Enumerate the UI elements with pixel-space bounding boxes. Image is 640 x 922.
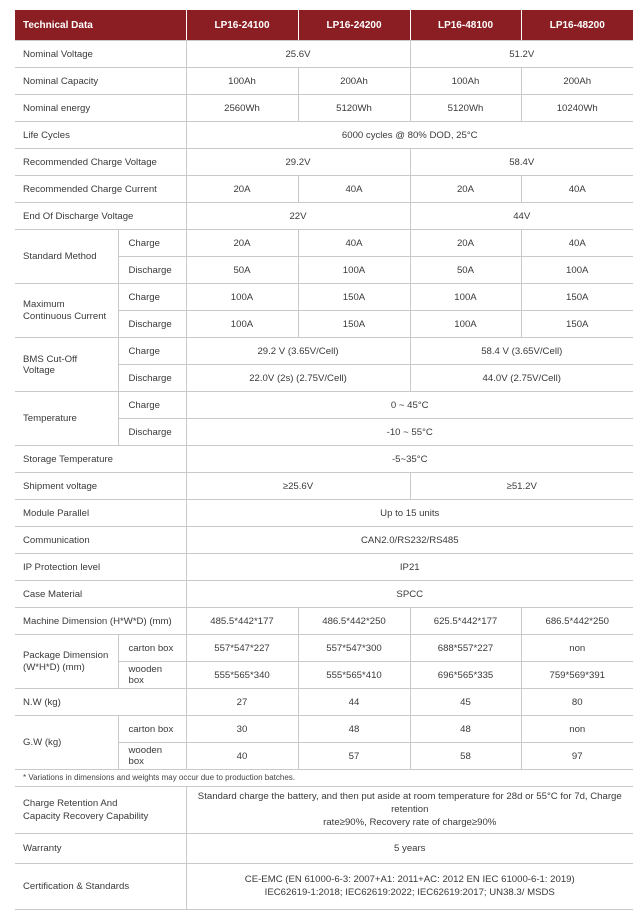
table-row [15,554,633,581]
table-row [15,122,633,149]
cell-value: 486.5*442*250 [298,608,410,635]
cell-value [186,863,633,909]
cell-value: 6000 cycles @ 80% DOD, 25°C [186,122,633,149]
row-label: Recommended Charge Current [15,176,186,203]
cell-value: 100Ah [410,68,521,95]
text-line: CE-EMC (EN 61000-6-3: 2007+A1: 2011+AC: 2012 EN IEC 61000-6-1: 2019) [244,874,575,885]
cell-value: 625.5*442*177 [410,608,521,635]
cell-value: 5120Wh [298,95,410,122]
table-row [15,635,633,662]
cell-value: ≥25.6V [186,473,410,500]
cell-value: 97 [521,743,633,770]
text-line: Standard charge the battery, and then put aside at room temperature for 28d or 55°C for 7d, Charge retention [197,791,622,816]
row-label-line: Charge Retention And [23,797,118,809]
table-row [15,338,633,365]
cell-value: 557*547*227 [186,635,298,662]
cell-value: 759*569*391 [521,662,633,689]
model-header: LP16-24200 [298,10,410,41]
cell-value: -5~35°C [186,446,633,473]
cell-value: 44 [298,689,410,716]
row-label: Module Parallel [15,500,186,527]
sub-label: carton box [118,635,186,662]
sub-label: Charge [118,230,186,257]
row-label: Machine Dimension (H*W*D) (mm) [15,608,186,635]
sub-label: Charge [118,392,186,419]
cell-value: 48 [298,716,410,743]
table-row [15,581,633,608]
table-row [15,41,633,68]
row-label: Temperature [15,392,118,446]
row-label: Life Cycles [15,122,186,149]
cell-value: 100Ah [186,68,298,95]
cell-value: 100A [410,284,521,311]
cell-value: 40A [521,176,633,203]
cell-value: 29.2 V (3.65V/Cell) [186,338,410,365]
sub-label: wooden box [118,662,186,689]
cell-value: 485.5*442*177 [186,608,298,635]
cell-value: CAN2.0/RS232/RS485 [186,527,633,554]
cell-value: 557*547*300 [298,635,410,662]
cell-value: 696*565*335 [410,662,521,689]
cell-value: SPCC [186,581,633,608]
cell-value: 555*565*410 [298,662,410,689]
row-label: Shipment voltage [15,473,186,500]
cell-value: 57 [298,743,410,770]
table-row [15,230,633,257]
table-row [15,833,633,863]
row-label: Communication [15,527,186,554]
cell-value: ≥51.2V [410,473,633,500]
text-line: IEC62619-1:2018; IEC62619:2022; IEC62619:2017; UN38.3/ MSDS [264,887,555,898]
table-row [15,527,633,554]
cell-value: non [521,635,633,662]
cell-value: 40 [186,743,298,770]
cell-value: 20A [186,176,298,203]
table-row [15,608,633,635]
cell-value: 44.0V (2.75V/Cell) [410,365,633,392]
cell-value: 40A [298,230,410,257]
row-label: Maximum Continuous Current [15,284,118,338]
cell-value: 40A [521,230,633,257]
header-title: Technical Data [15,10,186,41]
cell-value: 5120Wh [410,95,521,122]
row-label: Warranty [15,833,186,863]
sub-label: Discharge [118,419,186,446]
sub-label: Charge [118,338,186,365]
row-label-line: Capacity Recovery Capability [23,810,149,822]
table-row [15,284,633,311]
cell-value: Up to 15 units [186,500,633,527]
table-row [15,95,633,122]
row-label: BMS Cut-Off Voltage [15,338,118,392]
cell-value: 20A [410,176,521,203]
cell-value: 100A [521,257,633,284]
cell-value: non [521,716,633,743]
cell-value: IP21 [186,554,633,581]
table-row [15,149,633,176]
model-header: LP16-48200 [521,10,633,41]
cell-value: 100A [410,311,521,338]
cell-value: -10 ~ 55°C [186,419,633,446]
sub-label: wooden box [118,743,186,770]
cell-value: 20A [186,230,298,257]
cell-value: 150A [521,284,633,311]
cell-value [186,787,633,833]
row-label: Package Dimension (W*H*D) (mm) [15,635,118,689]
row-label: Nominal Voltage [15,41,186,68]
table-row [15,500,633,527]
table-header [15,10,633,41]
cell-value: 688*557*227 [410,635,521,662]
additional-info-table [15,787,633,910]
row-label: Nominal Capacity [15,68,186,95]
cell-value: 80 [521,689,633,716]
sub-label: Discharge [118,365,186,392]
cell-value: 686.5*442*250 [521,608,633,635]
cell-value: 25.6V [186,41,410,68]
row-label: Recommended Charge Voltage [15,149,186,176]
cell-value: 58.4V [410,149,633,176]
row-label: N.W (kg) [15,689,186,716]
cell-value: 0 ~ 45°C [186,392,633,419]
row-label: Case Material [15,581,186,608]
cell-value: 150A [298,284,410,311]
cell-value: 100A [186,284,298,311]
row-label: Standard Method [15,230,118,284]
cell-value: 2560Wh [186,95,298,122]
cell-value: 10240Wh [521,95,633,122]
cell-value: 44V [410,203,633,230]
row-label: Nominal energy [15,95,186,122]
cell-value: 150A [521,311,633,338]
text-line: rate≥90%, Recovery rate of charge≥90% [323,817,497,829]
cell-value: 58 [410,743,521,770]
cell-value: 555*565*340 [186,662,298,689]
row-label: Storage Temperature [15,446,186,473]
row-label: Certification & Standards [15,863,186,909]
row-label: End Of Discharge Voltage [15,203,186,230]
sub-label: carton box [118,716,186,743]
cell-value: 30 [186,716,298,743]
cell-value: 40A [298,176,410,203]
row-label: IP Protection level [15,554,186,581]
row-label [15,787,186,833]
cell-value: 27 [186,689,298,716]
table-row [15,446,633,473]
table-row [15,392,633,419]
cell-value: 200Ah [521,68,633,95]
spec-sheet [15,10,633,910]
cell-value: 58.4 V (3.65V/Cell) [410,338,633,365]
table-row [15,176,633,203]
sub-label: Discharge [118,257,186,284]
cell-value: 50A [186,257,298,284]
cell-value: 22.0V (2s) (2.75V/Cell) [186,365,410,392]
technical-data-table [15,10,633,770]
table-row [15,863,633,909]
table-row [15,203,633,230]
row-label: G.W (kg) [15,716,118,770]
table-row [15,787,633,833]
cell-value: 29.2V [186,149,410,176]
sub-label: Charge [118,284,186,311]
footnote: * Variations in dimensions and weights may occur due to production batches. [15,770,633,787]
cell-value: 100A [298,257,410,284]
cell-value: 20A [410,230,521,257]
cell-value: 50A [410,257,521,284]
cell-value: 200Ah [298,68,410,95]
cell-value: 5 years [186,833,633,863]
table-row [15,689,633,716]
table-row [15,473,633,500]
cell-value: 51.2V [410,41,633,68]
sub-label: Discharge [118,311,186,338]
cell-value: 150A [298,311,410,338]
cell-value: 48 [410,716,521,743]
model-header: LP16-48100 [410,10,521,41]
cell-value: 45 [410,689,521,716]
table-row [15,68,633,95]
table-row [15,716,633,743]
model-header: LP16-24100 [186,10,298,41]
cell-value: 100A [186,311,298,338]
cell-value: 22V [186,203,410,230]
